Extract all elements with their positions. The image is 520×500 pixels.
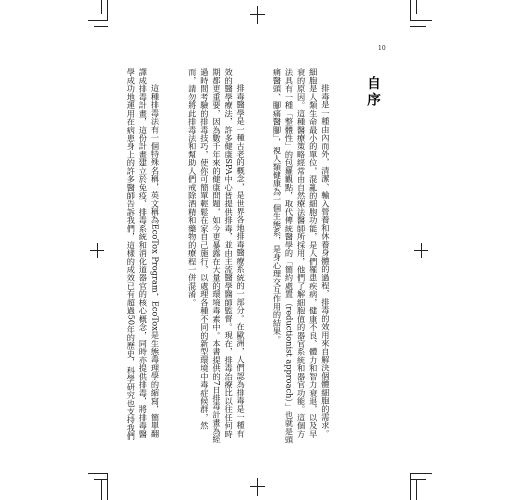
crop-mark-right-center-v	[421, 243, 422, 258]
crop-mark-bottom-right-h2	[410, 479, 426, 480]
crop-mark-bottom-center-h	[250, 486, 265, 487]
crop-mark-top-right-v	[410, 0, 411, 20]
crop-mark-top-right-h	[410, 20, 432, 21]
crop-mark-bottom-right-v2	[416, 480, 417, 500]
crop-mark-bottom-left-v2	[107, 473, 108, 500]
paragraph-3: 這種排毒法有一個特殊名稱，英文稱為EcoTox Program，EcoTox是生態毒理學的縮寫，簡單翻譯成排毒計畫，這份計畫建立於免疫、排毒系統和消化道器官的核心概念，同時亦提供排毒，將排毒醫學成功地運用在病患身上的許多醫師告訴我們，這樣的成效已有超過50年的歷史，科學研究也支持我們	[126, 68, 161, 441]
crop-mark-bottom-center-v	[257, 478, 258, 496]
preface-body	[126, 68, 356, 446]
paragraph-2: 排毒醫學是一種古老的概念，是世界各地排毒醫療系統的一部分。在歐洲，人們認為排毒是一種有效的醫學療法，許多健康SPA中心皆提供排毒，並由主流醫學醫師監督。現在，排毒治療比以往任何時期都更重要，因為數千年來的健康問題，如今更暴露在大量的環境毒素中。本書提供的7日排毒計畫為經過時間考驗的排毒技巧，使你可簡單輕鬆在家自己施行，以處理各種不同的新型環境中毒症候群，然而，請勿將此排毒法和幫助人們戒除酒精和藥物的療程一併混淆。	[187, 68, 247, 444]
crop-mark-top-left-h	[88, 20, 108, 21]
crop-mark-top-left-h2	[94, 26, 108, 27]
crop-mark-bottom-left-v	[101, 480, 102, 500]
crop-mark-bottom-right-v	[410, 473, 411, 500]
page-title: 自序	[364, 76, 380, 109]
paragraph-1: 排毒是一種由內而外，清潔、輸入營養和休養身體的過程，排毒的效用來自解決個體細胞的需求。細胞是人類生命最小的單位，混亂的細胞功能，是人們罹患疾病，健康不良、體力和智力衰退，以及早衰的原因。這種醫療策略經常由自然療法醫師所採用，他們了解細胞值的器官系統和器官功能。這個方法具有一種「整體性」的包羅觀點，取代傳統醫學的「簡約處置（reductionist approach）」也就是頭痛醫頭、腳痛醫腳」，視人類健康為一個生態系，是身心理交互作用的結果。	[272, 68, 331, 444]
page-number: 10	[378, 45, 386, 52]
crop-mark-bottom-right-h	[410, 473, 432, 474]
crop-mark-top-right-v2	[416, 0, 417, 14]
crop-mark-top-center-v	[257, 6, 258, 24]
crop-mark-left-center-v	[97, 243, 98, 258]
crop-mark-bottom-left-h	[88, 473, 108, 474]
crop-mark-top-right-h2	[410, 26, 426, 27]
crop-mark-top-center-h	[250, 14, 265, 15]
crop-mark-top-left-v2	[107, 0, 108, 20]
crop-mark-top-left-v	[101, 0, 102, 14]
